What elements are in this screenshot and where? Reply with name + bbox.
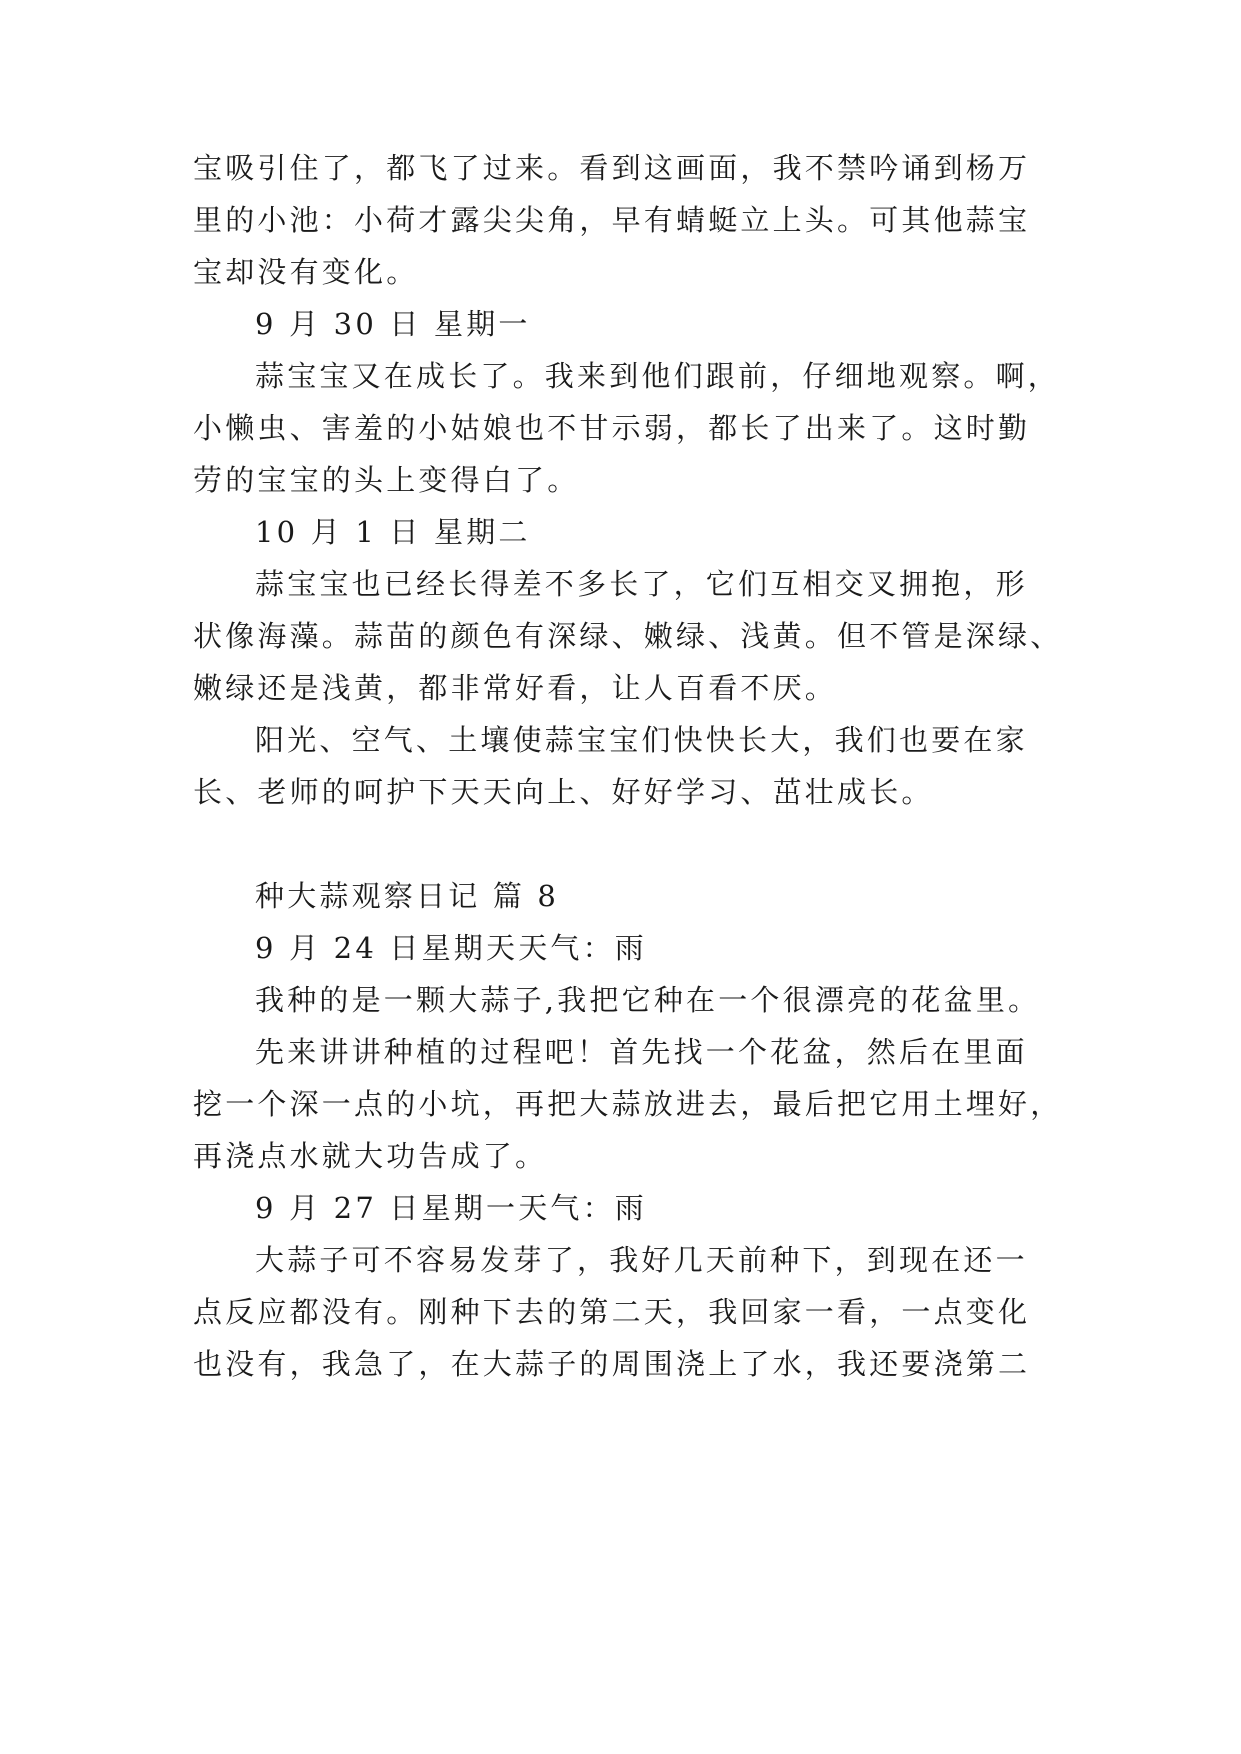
date-heading: 9 月 27 日星期一天气：雨 (255, 1191, 648, 1225)
paragraph-line: 宝吸引住了，都飞了过来。看到这画面，我不禁吟诵到杨万 (193, 151, 1031, 185)
date-heading: 10 月 1 日 星期二 (255, 515, 531, 549)
paragraph-line: 挖一个深一点的小坑，再把大蒜放进去，最后把它用土埋好， (193, 1087, 1063, 1121)
paragraph-line: 先来讲讲种植的过程吧！首先找一个花盆，然后在里面 (255, 1035, 1028, 1069)
paragraph-line: 长、老师的呵护下天天向上、好好学习、茁壮成长。 (193, 775, 934, 809)
date-heading: 9 月 30 日 星期一 (255, 307, 531, 341)
paragraph-line: 阳光、空气、土壤使蒜宝宝们快快长大，我们也要在家 (255, 723, 1028, 757)
paragraph-line: 点反应都没有。刚种下去的第二天，我回家一看，一点变化 (193, 1295, 1031, 1329)
paragraph-line: 蒜宝宝又在成长了。我来到他们跟前，仔细地观察。啊， (255, 359, 1061, 393)
paragraph-line: 也没有，我急了，在大蒜子的周围浇上了水，我还要浇第二 (193, 1347, 1031, 1381)
paragraph-line: 嫩绿还是浅黄，都非常好看，让人百看不厌。 (193, 671, 838, 705)
paragraph-line: 里的小池：小荷才露尖尖角，早有蜻蜓立上头。可其他蒜宝 (193, 203, 1031, 237)
paragraph-line: 小懒虫、害羞的小姑娘也不甘示弱，都长了出来了。这时勤 (193, 411, 1031, 445)
paragraph-line: 大蒜子可不容易发芽了，我好几天前种下，到现在还一 (255, 1243, 1028, 1277)
paragraph-line: 蒜宝宝也已经长得差不多长了，它们互相交叉拥抱，形 (255, 567, 1028, 601)
paragraph-line: 宝却没有变化。 (193, 255, 419, 289)
paragraph-line: 我种的是一颗大蒜子,我把它种在一个很漂亮的花盆里。 (255, 983, 1041, 1017)
section-title: 种大蒜观察日记 篇 8 (255, 879, 560, 913)
paragraph-line: 劳的宝宝的头上变得白了。 (193, 463, 580, 497)
date-heading: 9 月 24 日星期天天气：雨 (255, 931, 648, 965)
paragraph-line: 状像海藻。蒜苗的颜色有深绿、嫩绿、浅黄。但不管是深绿、 (193, 619, 1063, 653)
paragraph-line: 再浇点水就大功告成了。 (193, 1139, 548, 1173)
